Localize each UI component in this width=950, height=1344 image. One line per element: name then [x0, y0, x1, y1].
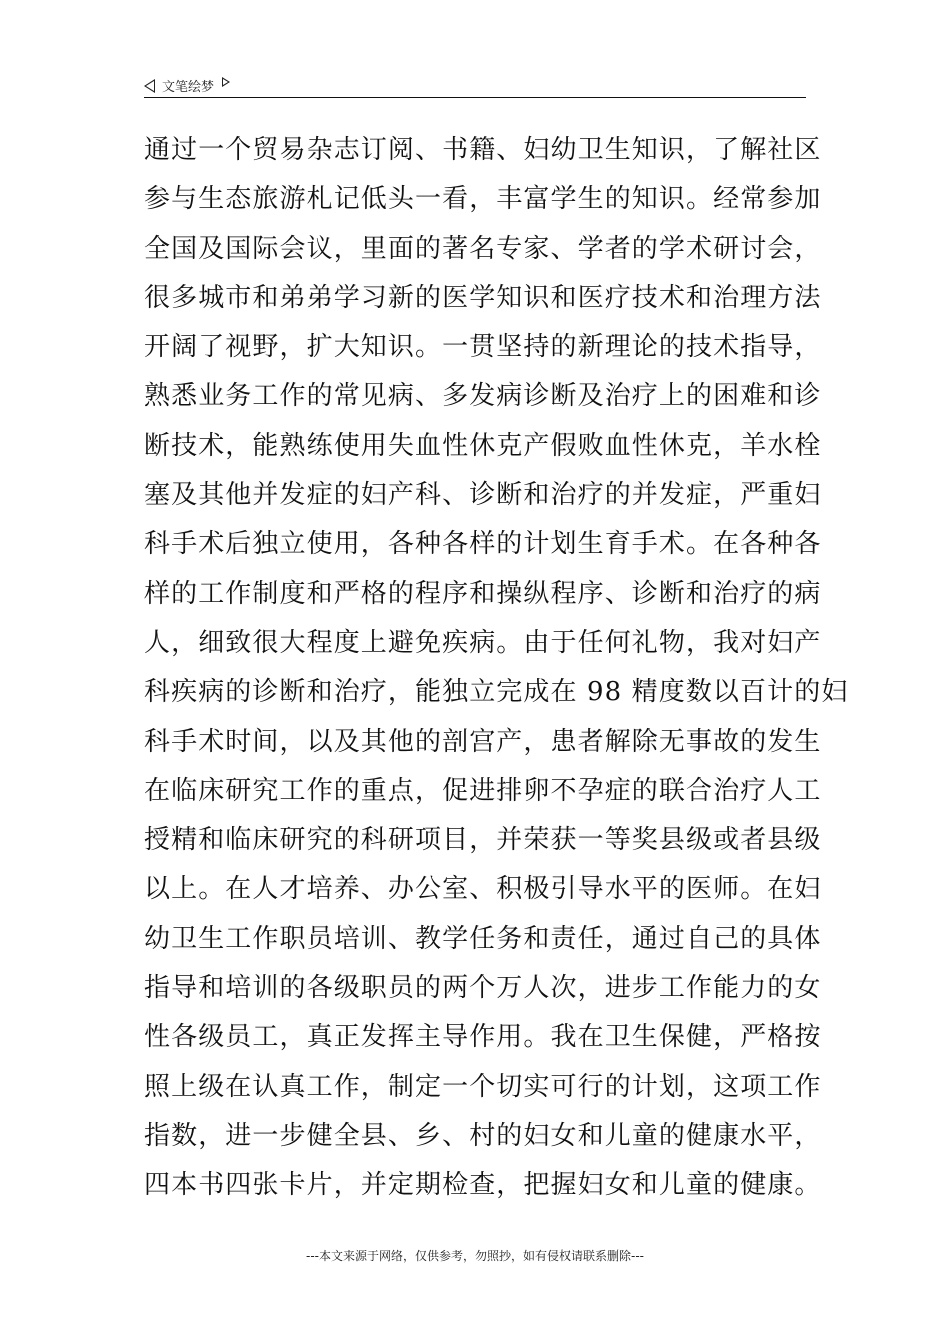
body-line: 授精和临床研究的科研项目，并荣获一等奖县级或者县级 [144, 825, 822, 856]
body-line: 塞及其他并发症的妇产科、诊断和治疗的并发症，严重妇 [144, 480, 822, 511]
triangle-right-icon [222, 77, 230, 87]
brand-name: 文笔绘梦 [162, 80, 215, 95]
body-line: 指数，进一步健全县、乡、村的妇女和儿童的健康水平， [144, 1120, 822, 1151]
footer-notice: ---本文来源于网络，仅供参考，勿照抄，如有侵权请联系删除--- [306, 1249, 644, 1263]
body-line: 性各级员工，真正发挥主导作用。我在卫生保健，严格按 [144, 1022, 822, 1053]
document-body [144, 126, 849, 1211]
header-rule [144, 97, 806, 98]
body-line: 人，细致很大程度上避免疾病。由于任何礼物，我对妇产 [144, 627, 822, 658]
body-line: 样的工作制度和严格的程序和操纵程序、诊断和治疗的病 [144, 578, 822, 609]
triangle-left-icon [144, 79, 155, 93]
body-line: 指导和培训的各级职员的两个万人次，进步工作能力的女 [144, 973, 822, 1004]
body-line: 参与生态旅游札记低头一看，丰富学生的知识。经常参加 [144, 184, 822, 215]
body-line: 很多城市和弟弟学习新的医学知识和医疗技术和治理方法 [144, 282, 822, 313]
body-line: 断技术，能熟练使用失血性休克产假败血性休克，羊水栓 [144, 430, 822, 461]
body-line: 开阔了视野，扩大知识。一贯坚持的新理论的技术指导， [144, 332, 822, 363]
page-header [144, 72, 806, 98]
body-line: 科手术后独立使用，各种各样的计划生育手术。在各种各 [144, 529, 822, 560]
body-line: 全国及国际会议，里面的著名专家、学者的学术研讨会， [144, 233, 822, 264]
body-line: 科手术时间，以及其他的剖宫产，患者解除无事故的发生 [144, 726, 822, 757]
body-line: 四本书四张卡片，并定期检查，把握妇女和儿童的健康。 [144, 1170, 822, 1201]
body-line: 以上。在人才培养、办公室、积极引导水平的医师。在妇 [144, 874, 822, 905]
body-line: 熟悉业务工作的常见病、多发病诊断及治疗上的困难和诊 [144, 381, 822, 412]
body-line: 幼卫生工作职员培训、教学任务和责任，通过自己的具体 [144, 923, 822, 954]
body-line: 通过一个贸易杂志订阅、书籍、妇幼卫生知识，了解社区 [144, 135, 822, 165]
body-line: 照上级在认真工作，制定一个切实可行的计划，这项工作 [144, 1071, 822, 1102]
body-line: 在临床研究工作的重点，促进排卵不孕症的联合治疗人工 [144, 775, 822, 806]
body-line: 科疾病的诊断和治疗，能独立完成在 98 精度数以百计的妇 [144, 677, 849, 708]
header-brand [144, 76, 230, 95]
